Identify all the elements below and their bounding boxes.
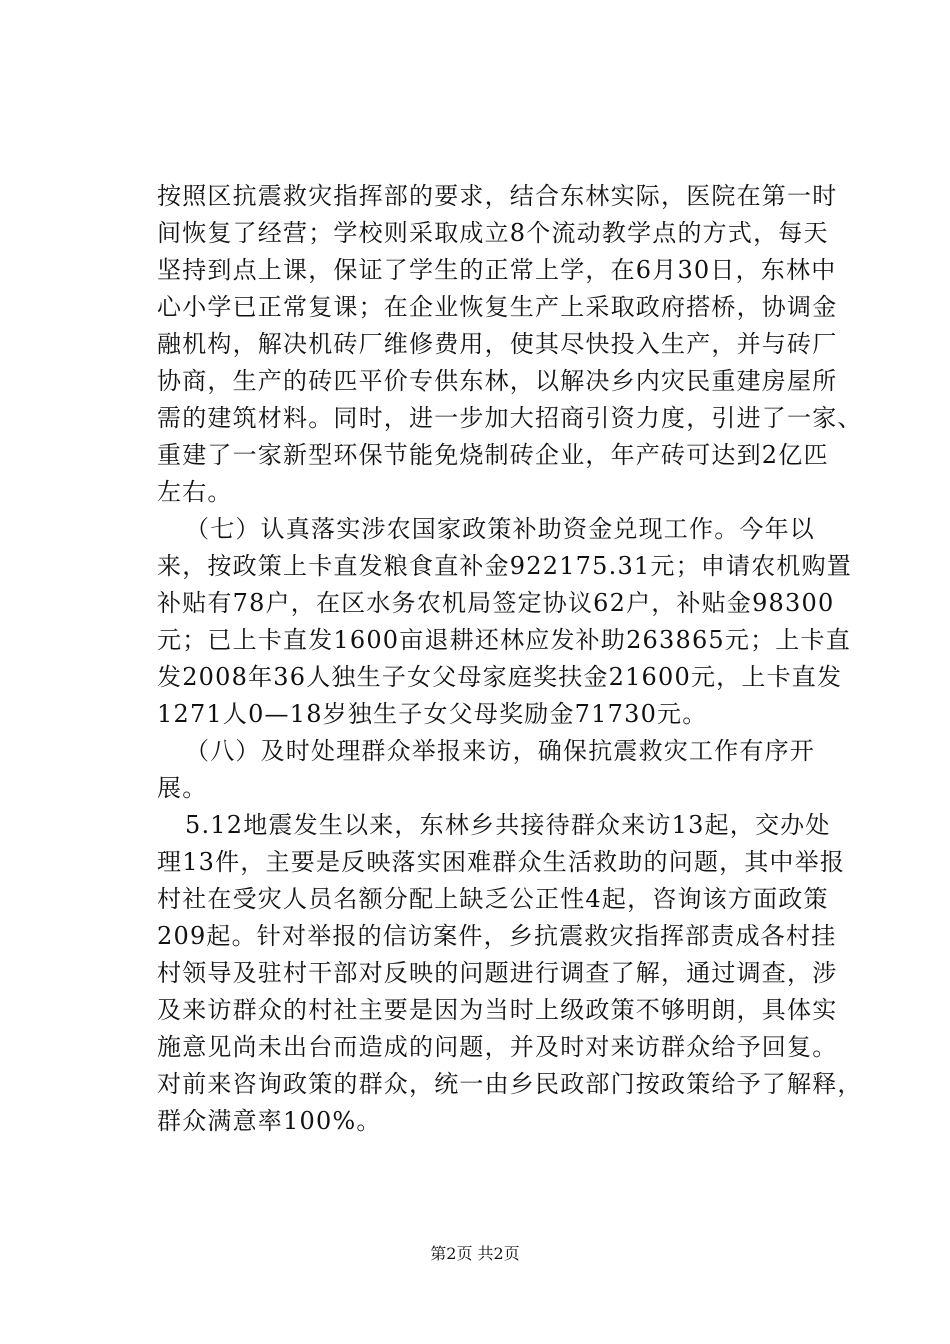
section-heading-line: （八）及时处理群众举报来访，确保抗震救灾工作有序开 <box>185 737 815 765</box>
text-line: 协商，生产的砖匹平价专供东林，以解决乡内灾民重建房屋所 <box>157 367 838 395</box>
text-line: 重建了一家新型环保节能免烧制砖企业，年产砖可达到2亿匹 <box>157 441 829 469</box>
section-heading-line: （七）认真落实涉农国家政策补助资金兑现工作。今年以 <box>185 515 815 543</box>
text-line: 展。 <box>157 774 208 802</box>
text-line: 补贴有78户，在区水务农机局签定协议62户，补贴金98300 <box>157 589 835 617</box>
text-line: 来，按政策上卡直发粮食直补金922175.31元；申请农机购置 <box>157 552 852 580</box>
text-line: 左右。 <box>157 478 233 506</box>
text-line: 理13件，主要是反映落实困难群众生活救助的问题，其中举报 <box>157 848 846 876</box>
page-footer <box>0 1244 950 1264</box>
document-body <box>157 178 863 1140</box>
text-line: 群众满意率100%。 <box>157 1107 382 1135</box>
text-line: 需的建筑材料。同时，进一步加大招商引资力度，引进了一家、 <box>157 404 863 432</box>
page-number-indicator: 第2页 共2页 <box>430 1244 520 1263</box>
text-line: 按照区抗震救灾指挥部的要求，结合东林实际，医院在第一时 <box>157 182 838 210</box>
text-line: 及来访群众的村社主要是因为当时上级政策不够明朗，具体实 <box>157 996 838 1024</box>
text-line: 1271人0—18岁独生子女父母奖励金71730元。 <box>157 700 708 728</box>
text-line: 心小学已正常复课；在企业恢复生产上采取政府搭桥，协调金 <box>157 293 838 321</box>
paragraph-start-line: 5.12地震发生以来，东林乡共接待群众来访13起，交办处 <box>185 811 831 839</box>
text-line: 209起。针对举报的信访案件，乡抗震救灾指挥部责成各村挂 <box>157 922 837 950</box>
text-line: 对前来咨询政策的群众，统一由乡民政部门按政策给予了解释， <box>157 1070 863 1098</box>
text-line: 施意见尚未出台而造成的问题，并及时对来访群众给予回复。 <box>157 1033 838 1061</box>
text-line: 间恢复了经营；学校则采取成立8个流动教学点的方式，每天 <box>157 219 829 247</box>
text-line: 村社在受灾人员名额分配上缺乏公正性4起，咨询该方面政策 <box>157 885 829 913</box>
text-line: 元；已上卡直发1600亩退耕还林应发补助263865元；上卡直 <box>157 626 851 654</box>
text-line: 发2008年36人独生子女父母家庭奖扶金21600元，上卡直发 <box>157 663 843 691</box>
text-line: 融机构，解决机砖厂维修费用，使其尽快投入生产，并与砖厂 <box>157 330 838 358</box>
text-line: 村领导及驻村干部对反映的问题进行调查了解，通过调查，涉 <box>157 959 838 987</box>
text-line: 坚持到点上课，保证了学生的正常上学，在6月30日，东林中 <box>157 256 837 284</box>
